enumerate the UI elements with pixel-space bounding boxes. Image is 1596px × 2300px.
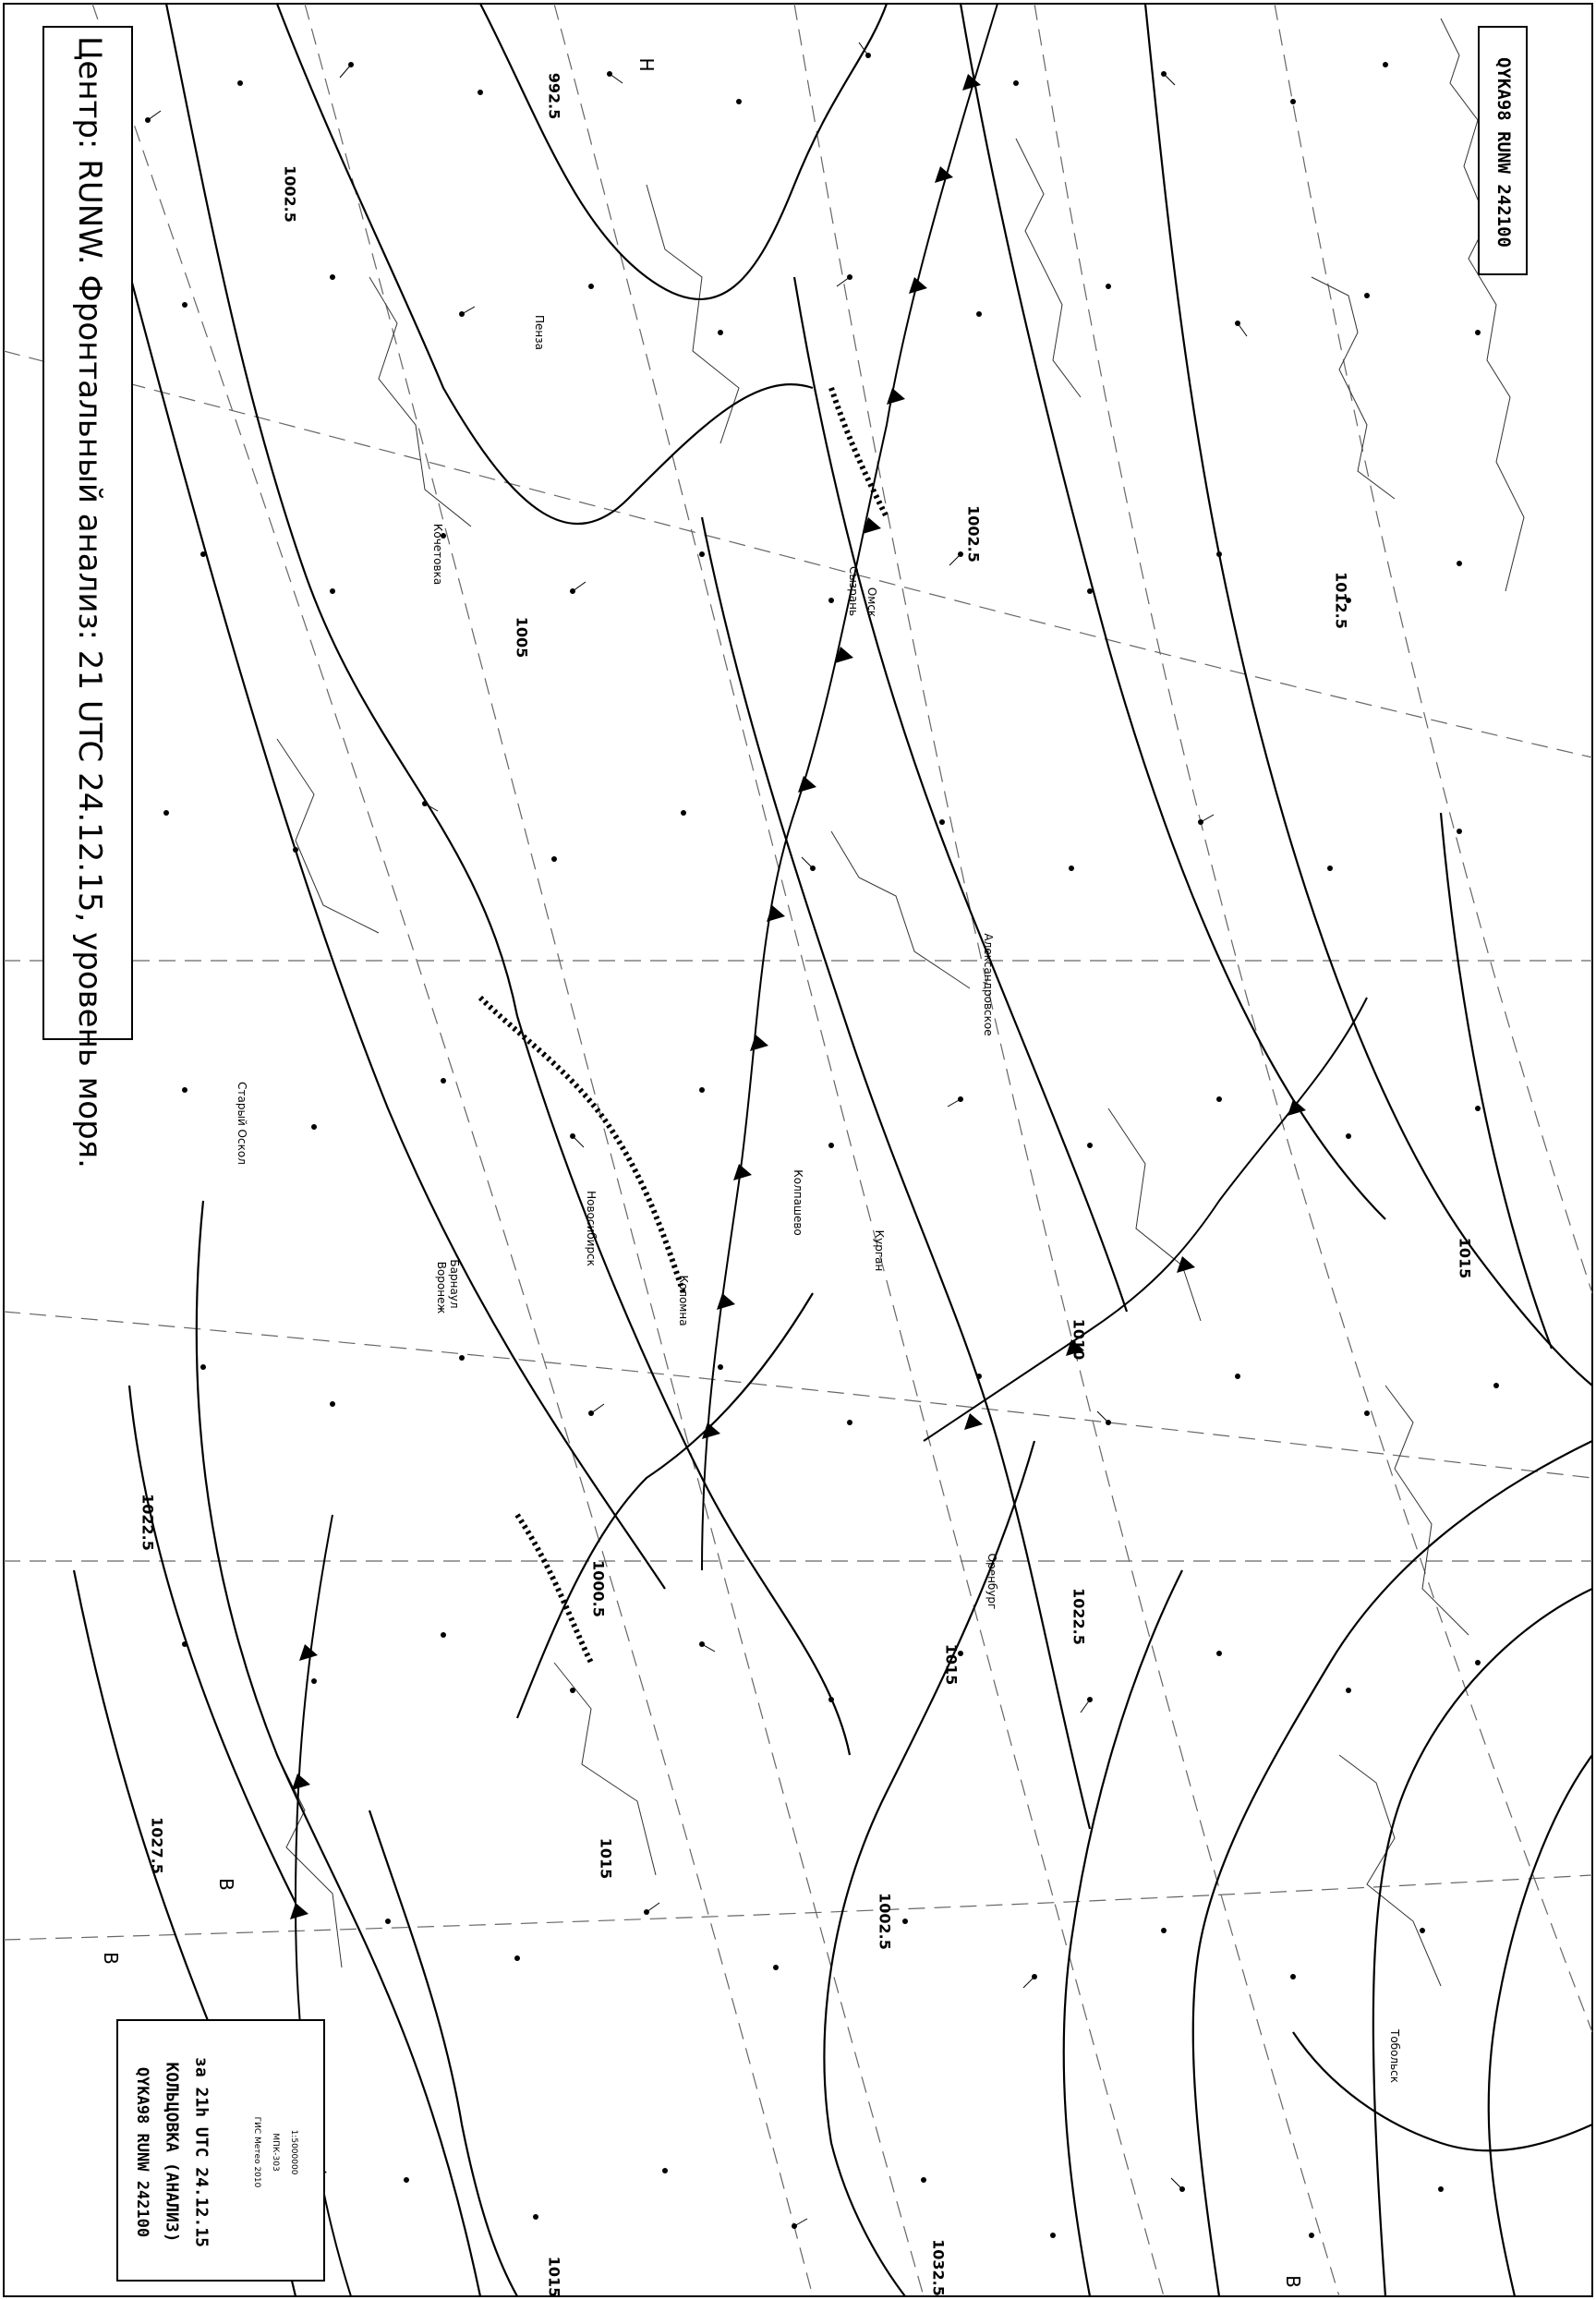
place-name: Старый Оскол: [236, 1082, 248, 1165]
place-name: Кочетовка: [431, 523, 444, 586]
occluded-front: [480, 388, 887, 1663]
stamp-software: ГИС Метео 2010: [252, 2116, 261, 2188]
stamp-title: КОЛЬЦОВКА (АНАЛИЗ): [162, 2062, 182, 2243]
stamp-time: за 21h UTC 24.12.15: [191, 2057, 212, 2247]
isobar-label: 1002.5: [876, 1893, 894, 1950]
map-stamp: [116, 2019, 325, 2282]
stamp-projection: МПК-303: [271, 2133, 280, 2172]
place-name: Новосибирск: [585, 1191, 598, 1266]
map-caption: [42, 26, 133, 1168]
bulletin-code: QYKA98 RUNW 242100: [1493, 57, 1514, 248]
front-triangles: [290, 74, 1306, 2178]
place-name: Барнаул: [448, 1259, 461, 1309]
high-pressure-center: В: [1282, 2275, 1304, 2288]
low-pressure-center: Н: [635, 57, 658, 72]
isobar-label: 1022.5: [139, 1494, 157, 1551]
place-name: Александровское: [982, 933, 995, 1036]
place-name: Колпашево: [792, 1169, 804, 1236]
isobar-label: 1022.5: [1070, 1588, 1088, 1645]
isobar-label: 1015: [597, 1837, 615, 1880]
isobar-label: 1010: [1070, 1318, 1088, 1361]
place-name: Пенза: [533, 315, 546, 350]
stamp-scale: 1:5000000: [289, 2129, 298, 2175]
place-name: Омск: [865, 587, 878, 618]
place-name: Коломна: [677, 1275, 690, 1326]
isobar-label: 1032.5: [929, 2239, 948, 2296]
isobar-label: 1015: [942, 1643, 961, 1686]
isobar-label: 1027.5: [148, 1817, 166, 1874]
stamp-code: QYKA98 RUNW 242100: [133, 2066, 151, 2238]
isobars: [74, 4, 1592, 2296]
isobar-label: 1012.5: [1332, 572, 1350, 629]
high-pressure-center: В: [100, 1952, 122, 1965]
place-name: Оренбург: [985, 1553, 998, 1610]
place-name: Сызрань: [847, 565, 860, 617]
cold-front: [296, 4, 1367, 2296]
place-name: Воронеж: [435, 1261, 448, 1314]
place-name: Курган: [873, 1229, 886, 1272]
isobar-label: 1015: [545, 2256, 563, 2298]
isobar-label: 1002.5: [964, 505, 983, 563]
caption-text: Центр: RUNW. Фронтальный анализ: 21 UTC 24.12.15, уровень моря.: [71, 36, 108, 1168]
isobar-label: 1015: [1456, 1237, 1474, 1279]
station-marks: [145, 53, 1499, 2238]
station-wind-barbs: [148, 42, 1247, 2226]
place-name: Тобольск: [1388, 2028, 1401, 2084]
isobar-label: 1002.5: [281, 165, 299, 223]
isobar-label: 1005: [513, 616, 531, 659]
bulletin-header: [1478, 26, 1528, 275]
isobar-label: 1000.5: [589, 1560, 608, 1617]
isobar-label: 992.5: [545, 72, 563, 120]
high-pressure-center: В: [215, 1878, 237, 1891]
